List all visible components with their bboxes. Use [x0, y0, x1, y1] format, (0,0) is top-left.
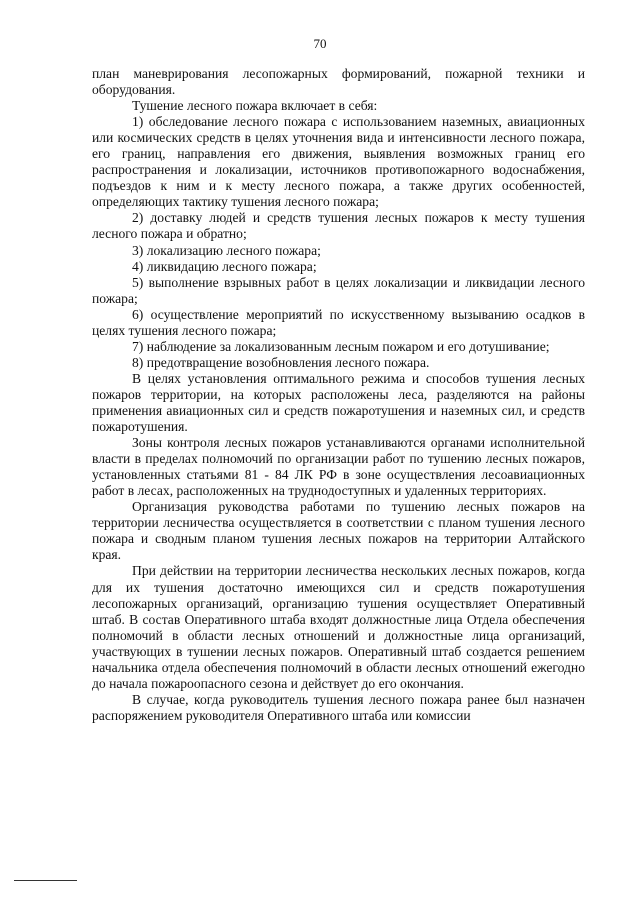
list-item-2: 2) доставку людей и средств тушения лесных пожаров к месту тушения лесного пожара и обратно; [92, 210, 585, 242]
list-item-5: 5) выполнение взрывных работ в целях локализации и ликвидации лесного пожара; [92, 274, 585, 306]
list-item-6: 6) осуществление мероприятий по искусственному вызыванию осадков в целях тушения лесного пожара; [92, 306, 585, 338]
paragraph-organization: Организация руководства работами по тушению лесных пожаров на территории лесничества осуществляется в соответствии с планом тушения лесного пожара и сводным планом тушения лесных пожаров на территории Алтайского края. [92, 499, 585, 563]
paragraph-1: план маневрирования лесопожарных формирований, пожарной техники и оборудования. [92, 66, 585, 98]
page-number: 70 [313, 36, 327, 51]
paragraph-2: Тушение лесного пожара включает в себя: [132, 98, 378, 114]
footnote-divider [14, 880, 77, 881]
list-item-4: 4) ликвидацию лесного пожара; [132, 258, 317, 274]
list-item-3: 3) локализацию лесного пожара; [132, 242, 321, 258]
list-item-1: 1) обследование лесного пожара с использованием наземных, авиационных или космических средств в целях уточнения вида и интенсивности лесного пожара, его границ, направления его движения, выявления возможных границ его распространения и локализации, источников противопожарного водоснабжения, подъездов к ним и к месту лесного пожара, а также других особенностей, определяющих тактику тушения лесного пожара; [92, 114, 585, 210]
list-item-8: 8) предотвращение возобновления лесного пожара. [132, 354, 430, 370]
list-item-7: 7) наблюдение за локализованным лесным пожаром и его дотушивание; [132, 338, 550, 354]
paragraph-control-zones: Зоны контроля лесных пожаров устанавливаются органами исполнительной власти в пределах полномочий по организации работ по тушению лесных пожаров, установленных статьями 81 - 84 ЛК РФ в зоне осуществления лесоавиационных работ в лесах, расположенных на труднодоступных и удаленных территориях. [92, 435, 585, 499]
paragraph-zones-regime: В целях установления оптимального режима и способов тушения лесных пожаров территории, на которых расположены леса, разделяются на районы применения авиационных сил и средств пожаротушения и наземных сил, и средств пожаротушения. [92, 370, 585, 435]
paragraph-operational-hq: При действии на территории лесничества нескольких лесных пожаров, когда для их тушения достаточно имеющихся сил и средств пожаротушения лесопожарных организаций, организацию тушения осуществляет Оперативный штаб. В состав Оперативного штаба входят должностные лица Отдела обеспечения полномочий в области лесных отношений и должностные лица организаций, участвующих в тушении лесных пожаров. Оперативный штаб создается решением начальника отдела обеспечения полномочий в области лесных отношений ежегодно до начала пожароопасного сезона и действует до его окончания. [92, 563, 585, 691]
document-body [92, 66, 585, 724]
paragraph-final: В случае, когда руководитель тушения лесного пожара ранее был назначен распоряжением руководителя Оперативного штаба или комиссии [92, 691, 585, 723]
